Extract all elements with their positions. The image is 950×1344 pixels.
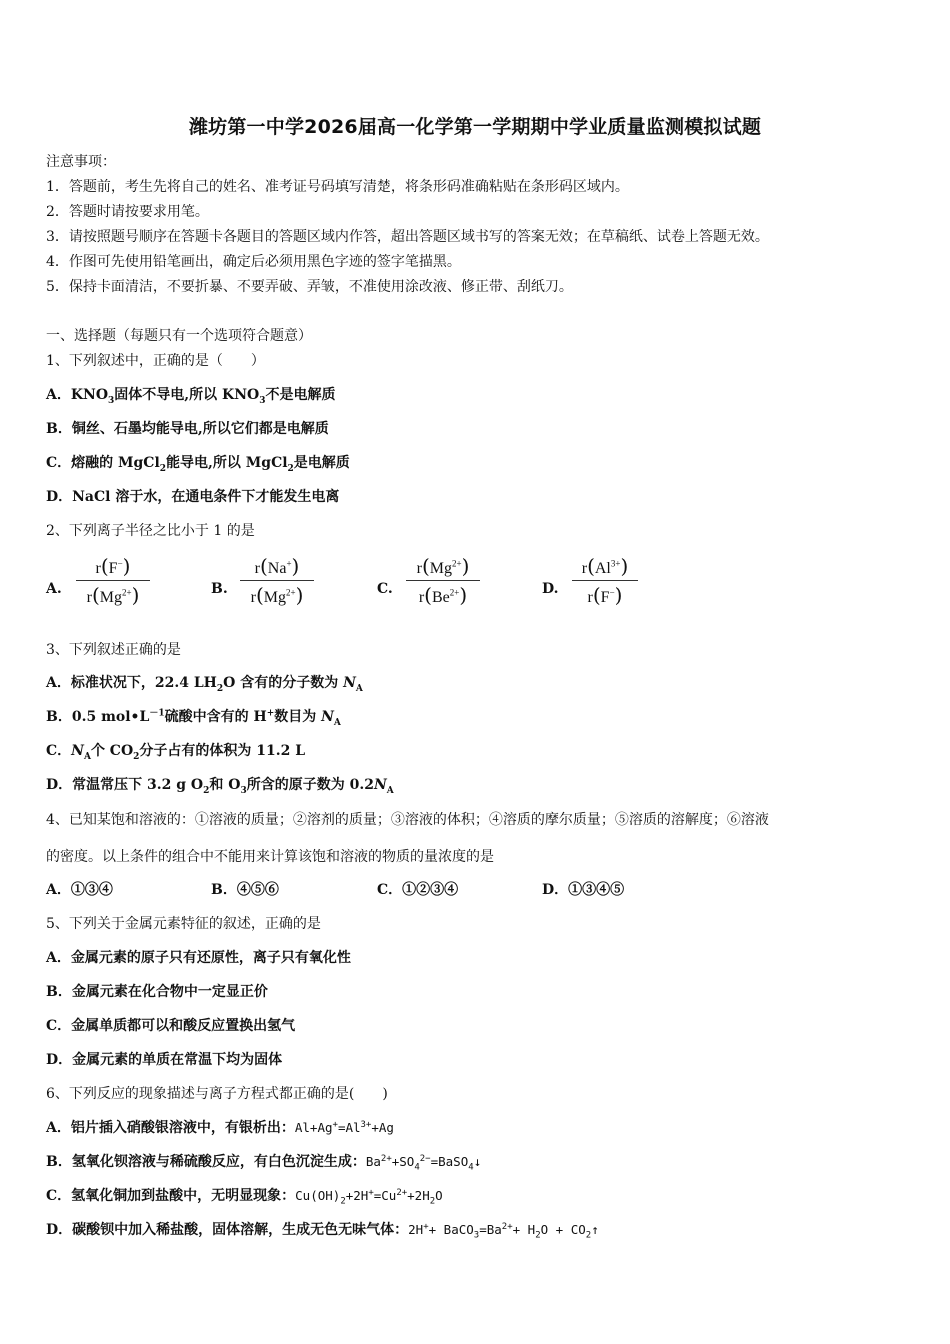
question-1-option-d: D．NaCl 溶于水，在通电条件下才能发生电离	[46, 489, 340, 505]
question-4-stem: 4、已知某饱和溶液的：①溶液的质量；②溶剂的质量；③溶液的体积；④溶质的摩尔质量；⑤溶质的溶解度；⑥溶液	[46, 812, 769, 828]
question-6-option-b: B．氢氧化钡溶液与稀硫酸反应，有白色沉淀生成：$Ba^{2+}+SO_4^{2-}=BaSO_4↓$	[46, 1153, 482, 1173]
question-4-option-c: C．①②③④	[377, 882, 459, 898]
question-5-option-c: C．金属单质都可以和酸反应置换出氢气	[46, 1018, 296, 1034]
notice-item: 2．答题时请按要求用笔。	[46, 204, 209, 220]
question-2-option-a-fraction: r(F−) $r(Mg^{2+})$	[76, 554, 150, 607]
question-4-options	[46, 880, 930, 900]
question-4-stem-continued: 的密度。以上条件的组合中不能用来计算该饱和溶液的物质的量浓度的是	[46, 849, 494, 865]
question-3-option-b: B．0.5 $mol•L^{-1}$硫酸中含有的 H+数目为 $N_A$	[46, 708, 341, 728]
page-title: 潍坊第一中学2026届高一化学第一学期期中学业质量监测模拟试题	[188, 116, 762, 138]
question-2-option-b-label: B.	[211, 581, 228, 597]
notice-item: 3．请按照题号顺序在答题卡各题目的答题区域内作答，超出答题区域书写的答案无效；在草稿纸、试卷上答题无效。	[46, 229, 769, 245]
question-5-option-a: A．金属元素的原子只有还原性，离子只有氧化性	[46, 950, 351, 966]
question-2-option-a-label: A.	[46, 581, 62, 597]
question-1-stem: 1、下列叙述中，正确的是（ ）	[46, 353, 265, 369]
question-2-option-c-label: C.	[377, 581, 393, 597]
notice-item: 4．作图可先使用铅笔画出，确定后必须用黑色字迹的签字笔描黑。	[46, 254, 461, 270]
question-2-stem: 2、下列离子半径之比小于 1 的是	[46, 523, 255, 539]
section-heading: 一、选择题（每题只有一个选项符合题意）	[46, 328, 312, 344]
notice-item: 1．答题前，考生先将自己的姓名、准考证号码填写清楚，将条形码准确粘贴在条形码区域内。	[46, 179, 629, 195]
question-2-option-b-fraction: r(Na+) $r(Mg^{2+})$	[240, 554, 314, 607]
question-6-option-a: A．铝片插入硝酸银溶液中，有银析出：$Al+Ag^+=Al^{3+}+Ag$	[46, 1119, 394, 1136]
question-5-option-b: B．金属元素在化合物中一定显正价	[46, 984, 268, 1000]
question-3-stem: 3、下列叙述正确的是	[46, 642, 181, 658]
question-1-option-c: C．熔融的 MgCl$_2$能导电,所以 MgCl$_2$是电解质	[46, 455, 350, 474]
question-2-option-d-fraction: $r(Al^{3+})$ r(F−)	[572, 554, 638, 607]
question-1-option-a: A．$KNO_3$固体不导电,所以 $KNO_3$不是电解质	[46, 387, 336, 406]
question-1-option-b: B．铜丝、石墨均能导电,所以它们都是电解质	[46, 421, 329, 437]
question-2-option-c-fraction: $r(Mg^{2+})$ $r(Be^{2+})$	[406, 554, 480, 607]
question-3-option-d: D．常温常压下 3.2 g $O_2$和 $O_3$所含的原子数为 $0.2N_A$	[46, 777, 394, 796]
question-3-option-a: A．标准状况下，22.4 $LH_2O$ 含有的分子数为 $N_A$	[46, 675, 363, 694]
question-2-option-d-label: D.	[542, 581, 559, 597]
notice-heading: 注意事项：	[46, 154, 116, 170]
question-4-option-a: A．①③④	[46, 882, 113, 898]
question-6-option-d: D．碳酸钡中加入稀盐酸，固体溶解，生成无色无味气体：$2H^++ BaCO_3=Ba^{2+}+ H_2O$ + $CO_2↑$	[46, 1221, 599, 1241]
question-5-option-d: D．金属元素的单质在常温下均为固体	[46, 1052, 283, 1068]
notice-item: 5．保持卡面清洁，不要折暴、不要弄破、弄皱，不准使用涂改液、修正带、刮纸刀。	[46, 279, 573, 295]
question-4-option-b: B．④⑤⑥	[211, 882, 279, 898]
question-4-option-d: D．①③④⑤	[542, 882, 625, 898]
question-6-stem: 6、下列反应的现象描述与离子方程式都正确的是( )	[46, 1086, 388, 1102]
question-3-option-c: C．$N_A$个 $CO_2$分子占有的体积为 11.2 L	[46, 743, 306, 762]
question-5-stem: 5、下列关于金属元素特征的叙述，正确的是	[46, 916, 321, 932]
question-6-option-c: C．氢氧化铜加到盐酸中，无明显现象：$Cu(OH)_2+2H^+=Cu^{2+}+2H_2O$	[46, 1187, 443, 1207]
